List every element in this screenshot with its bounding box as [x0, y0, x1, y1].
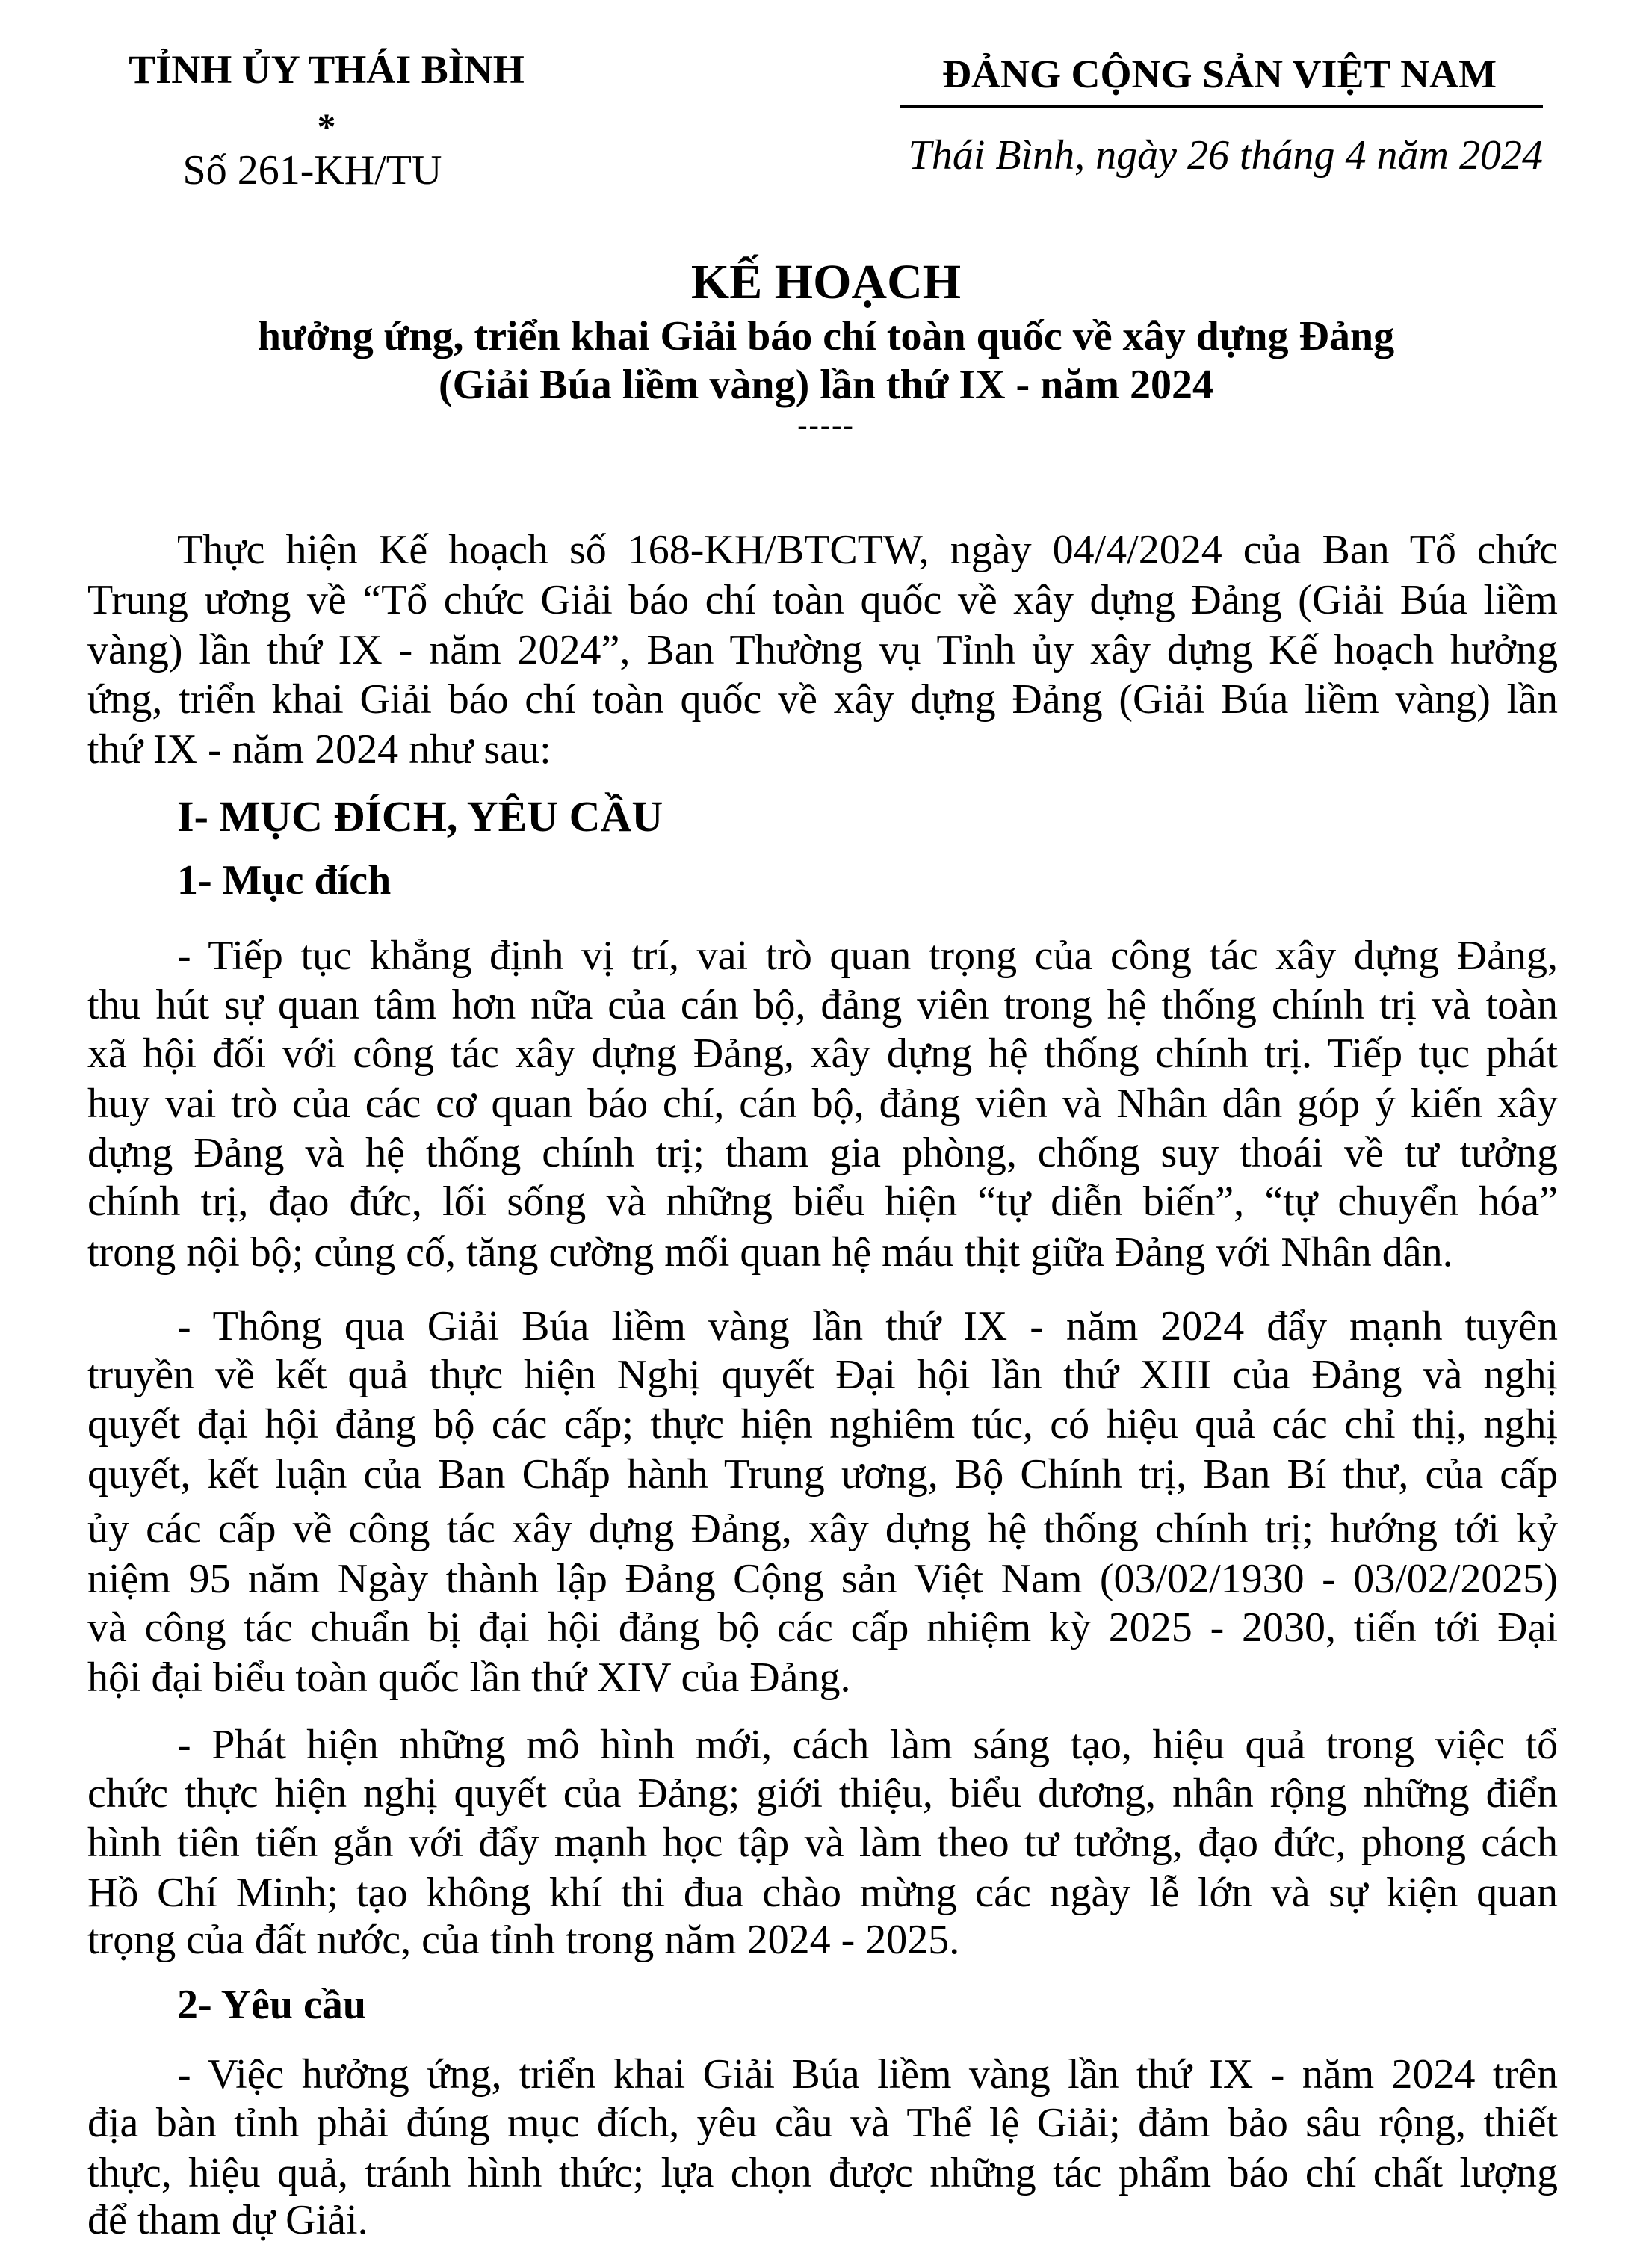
text-line: trọng của đất nước, của tỉnh trong năm 2024 - 2025. — [87, 1917, 960, 1963]
issuing-organization: TỈNH ỦY THÁI BÌNH — [129, 47, 525, 92]
place-and-date: Thái Bình, ngày 26 tháng 4 năm 2024 — [908, 132, 1543, 179]
text-line: Thực hiện Kế hoạch số 168-KH/BTCTW, ngày 04/4/2024 của Ban Tổ chức — [177, 527, 1558, 573]
text-line: quyết đại hội đảng bộ các cấp; thực hiện nghiêm túc, có hiệu quả các chỉ thị, nghị — [87, 1401, 1558, 1447]
title-separator: ----- — [797, 408, 855, 442]
document-title: KẾ HOẠCH — [690, 255, 962, 309]
document-number: Số 261-KH/TU — [182, 147, 442, 194]
text-line: hội đại biểu toàn quốc lần thứ XIV của Đảng. — [87, 1654, 851, 1701]
text-line: thứ IX - năm 2024 như sau: — [87, 726, 551, 773]
text-line: - Phát hiện những mô hình mới, cách làm sáng tạo, hiệu quả trong việc tổ — [177, 1722, 1558, 1768]
text-line: thu hút sự quan tâm hơn nữa của cán bộ, đảng viên trong hệ thống chính trị và toàn — [87, 982, 1558, 1028]
text-line: Hồ Chí Minh; tạo không khí thi đua chào mừng các ngày lễ lớn và sự kiện quan — [87, 1870, 1558, 1916]
subsection-heading: 1- Mục đích — [177, 857, 392, 903]
document-subtitle-line-2: (Giải Búa liềm vàng) lần thứ IX - năm 2024 — [438, 362, 1213, 408]
text-line: trong nội bộ; củng cố, tăng cường mối quan hệ máu thịt giữa Đảng với Nhân dân. — [87, 1229, 1453, 1276]
text-line: quyết, kết luận của Ban Chấp hành Trung ương, Bộ Chính trị, Ban Bí thư, của cấp — [87, 1451, 1558, 1498]
party-name: ĐẢNG CỘNG SẢN VIỆT NAM — [941, 52, 1497, 96]
text-line: huy vai trò của các cơ quan báo chí, cán bộ, đảng viên và Nhân dân góp ý kiến xây — [87, 1081, 1558, 1127]
text-line: xã hội đối với công tác xây dựng Đảng, xây dựng hệ thống chính trị. Tiếp tục phát — [87, 1030, 1558, 1077]
text-line: chính trị, đạo đức, lối sống và những biểu hiện “tự diễn biến”, “tự chuyển hóa” — [87, 1178, 1558, 1225]
text-line: vàng) lần thứ IX - năm 2024”, Ban Thường vụ Tỉnh ủy xây dựng Kế hoạch hưởng — [87, 627, 1558, 673]
text-line: ứng, triển khai Giải báo chí toàn quốc về xây dựng Đảng (Giải Búa liềm vàng) lần — [87, 676, 1558, 723]
text-line: và công tác chuẩn bị đại hội đảng bộ các cấp nhiệm kỳ 2025 - 2030, tiến tới Đại — [87, 1604, 1558, 1651]
document-subtitle-line-1: hưởng ứng, triển khai Giải báo chí toàn quốc về xây dựng Đảng — [257, 313, 1395, 359]
text-line: - Tiếp tục khẳng định vị trí, vai trò quan trọng của công tác xây dựng Đảng, — [177, 933, 1558, 979]
text-line: truyền về kết quả thực hiện Nghị quyết Đại hội lần thứ XIII của Đảng và nghị — [87, 1352, 1558, 1398]
text-line: hình tiên tiến gắn với đẩy mạnh học tập và làm theo tư tưởng, đạo đức, phong cách — [87, 1820, 1558, 1866]
text-line: niệm 95 năm Ngày thành lập Đảng Cộng sản Việt Nam (03/02/1930 - 03/02/2025) — [87, 1556, 1558, 1602]
party-name-underline — [900, 105, 1543, 108]
text-line: địa bàn tỉnh phải đúng mục đích, yêu cầu và Thể lệ Giải; đảm bảo sâu rộng, thiết — [87, 2100, 1558, 2146]
subsection-heading: 2- Yêu cầu — [177, 1982, 367, 2028]
text-line: để tham dự Giải. — [87, 2197, 368, 2243]
star-separator: * — [317, 105, 336, 147]
text-line: thực, hiệu quả, tránh hình thức; lựa chọn được những tác phẩm báo chí chất lượng — [87, 2150, 1558, 2196]
text-line: dựng Đảng và hệ thống chính trị; tham gia phòng, chống suy thoái về tư tưởng — [87, 1130, 1558, 1176]
text-line: ủy các cấp về công tác xây dựng Đảng, xây dựng hệ thống chính trị; hướng tới kỷ — [87, 1506, 1558, 1552]
text-line: - Thông qua Giải Búa liềm vàng lần thứ IX - năm 2024 đẩy mạnh tuyên — [177, 1303, 1558, 1350]
text-line: Trung ương về “Tổ chức Giải báo chí toàn quốc về xây dựng Đảng (Giải Búa liềm — [87, 577, 1558, 623]
text-line: chức thực hiện nghị quyết của Đảng; giới thiệu, biểu dương, nhân rộng những điển — [87, 1770, 1558, 1817]
section-heading: I- MỤC ĐÍCH, YÊU CẦU — [177, 792, 663, 841]
text-line: - Việc hưởng ứng, triển khai Giải Búa liềm vàng lần thứ IX - năm 2024 trên — [177, 2051, 1558, 2098]
